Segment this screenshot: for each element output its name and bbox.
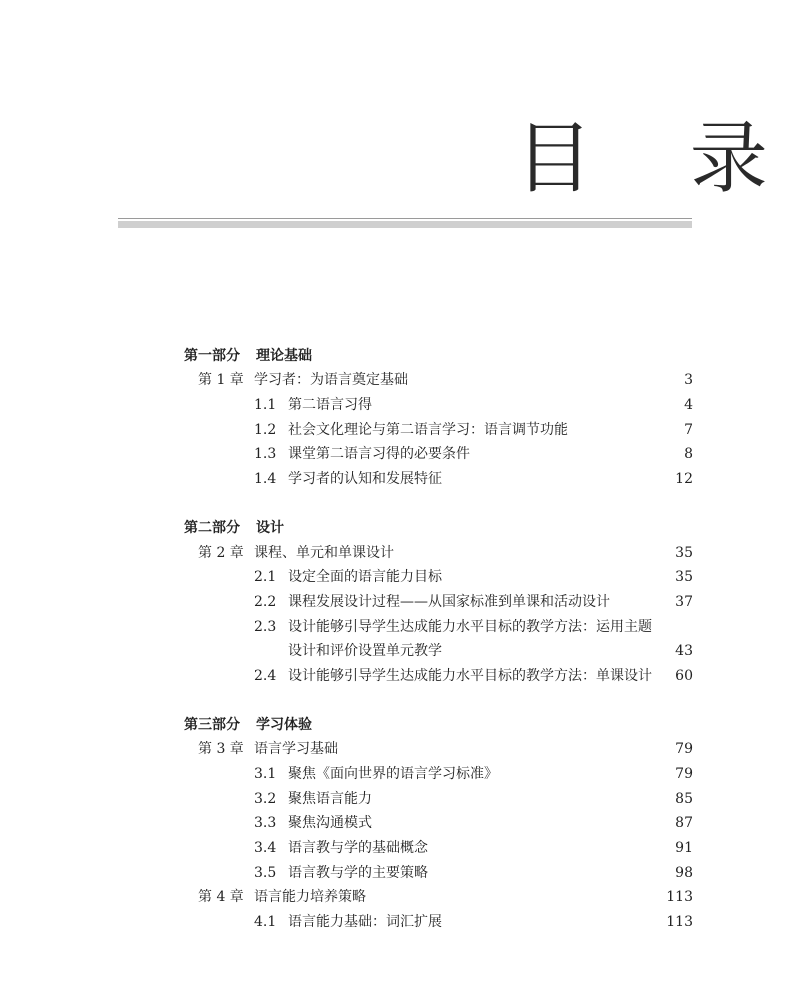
section-title: 设计能够引导学生达成能力水平目标的教学方法：单课设计 (288, 668, 652, 684)
section-title: 设计能够引导学生达成能力水平目标的教学方法：运用主题 (288, 619, 652, 635)
part-title: 设计 (256, 520, 284, 536)
toc-section-3-2 (254, 787, 693, 811)
section-number: 3.1 (254, 766, 277, 782)
section-number: 2.4 (254, 668, 277, 684)
toc-section-1-4 (254, 467, 693, 491)
chapter-label: 第 3 章 (198, 741, 244, 757)
section-title: 第二语言习得 (288, 397, 372, 413)
chapter-label: 第 2 章 (198, 545, 244, 561)
toc-section-2-3-continued (288, 639, 693, 663)
page-number: 4 (684, 397, 693, 413)
page-number: 113 (666, 889, 693, 905)
section-number: 3.5 (254, 865, 277, 881)
section-number: 3.2 (254, 791, 277, 807)
section-number: 4.1 (254, 914, 277, 930)
chapter-label: 第 1 章 (198, 372, 244, 388)
page-number: 7 (684, 422, 693, 438)
section-title: 语言能力基础：词汇扩展 (288, 914, 442, 930)
page-number: 35 (675, 569, 693, 585)
page-number: 35 (675, 545, 693, 561)
page-number: 79 (675, 766, 693, 782)
toc-section-3-3 (254, 811, 693, 835)
section-number: 3.3 (254, 815, 277, 831)
chapter-title: 语言学习基础 (254, 741, 338, 757)
toc-section-2-2 (254, 590, 693, 614)
page-number: 87 (675, 815, 693, 831)
toc-chapter-2 (198, 541, 693, 565)
section-number: 1.3 (254, 446, 277, 462)
toc-part-3 (184, 713, 312, 737)
section-title: 课程发展设计过程——从国家标准到单课和活动设计 (288, 594, 610, 610)
section-title: 课堂第二语言习得的必要条件 (288, 446, 470, 462)
part-label: 第一部分 (184, 348, 240, 364)
toc-section-3-4 (254, 836, 693, 860)
part-title: 理论基础 (256, 348, 312, 364)
toc-chapter-4 (198, 885, 693, 909)
chapter-title: 语言能力培养策略 (254, 889, 366, 905)
title-rule-band (118, 221, 692, 228)
section-number: 1.2 (254, 422, 277, 438)
toc-section-2-3 (254, 615, 693, 639)
chapter-label: 第 4 章 (198, 889, 244, 905)
toc-section-1-3 (254, 442, 693, 466)
page-number: 113 (666, 914, 693, 930)
section-number: 1.4 (254, 471, 277, 487)
toc-part-1 (184, 344, 312, 368)
part-label: 第三部分 (184, 717, 240, 733)
toc-chapter-1 (198, 368, 693, 392)
section-number: 2.2 (254, 594, 277, 610)
section-title: 语言教与学的基础概念 (288, 840, 428, 856)
page-title: 目 录 (515, 114, 804, 204)
page-number: 85 (675, 791, 693, 807)
chapter-title: 学习者：为语言奠定基础 (254, 372, 408, 388)
section-title: 学习者的认知和发展特征 (288, 471, 442, 487)
page-number: 37 (675, 594, 693, 610)
title-rule (118, 218, 692, 219)
toc-section-2-4 (254, 664, 693, 688)
toc-section-4-1 (254, 910, 693, 934)
toc-chapter-3 (198, 737, 693, 761)
section-title: 聚焦语言能力 (288, 791, 372, 807)
section-title: 聚焦《面向世界的语言学习标准》 (288, 766, 498, 782)
page-number: 12 (675, 471, 693, 487)
section-title: 语言教与学的主要策略 (288, 865, 428, 881)
toc-section-2-1 (254, 565, 693, 589)
toc-section-1-1 (254, 393, 693, 417)
section-number: 2.3 (254, 619, 277, 635)
toc-section-3-1 (254, 762, 693, 786)
page-number: 98 (675, 865, 693, 881)
toc-section-3-5 (254, 861, 693, 885)
section-number: 3.4 (254, 840, 277, 856)
section-title: 社会文化理论与第二语言学习：语言调节功能 (288, 422, 568, 438)
page-number: 60 (675, 668, 693, 684)
page-number: 91 (675, 840, 693, 856)
page-number: 79 (675, 741, 693, 757)
section-title-continued: 设计和评价设置单元教学 (288, 643, 442, 659)
chapter-title: 课程、单元和单课设计 (254, 545, 394, 561)
section-title: 聚焦沟通模式 (288, 815, 372, 831)
part-label: 第二部分 (184, 520, 240, 536)
page-number: 3 (684, 372, 693, 388)
page-number: 43 (675, 643, 693, 659)
page-number: 8 (684, 446, 693, 462)
part-title: 学习体验 (256, 717, 312, 733)
section-number: 1.1 (254, 397, 277, 413)
toc-part-2 (184, 516, 284, 540)
toc-section-1-2 (254, 418, 693, 442)
section-number: 2.1 (254, 569, 277, 585)
section-title: 设定全面的语言能力目标 (288, 569, 442, 585)
